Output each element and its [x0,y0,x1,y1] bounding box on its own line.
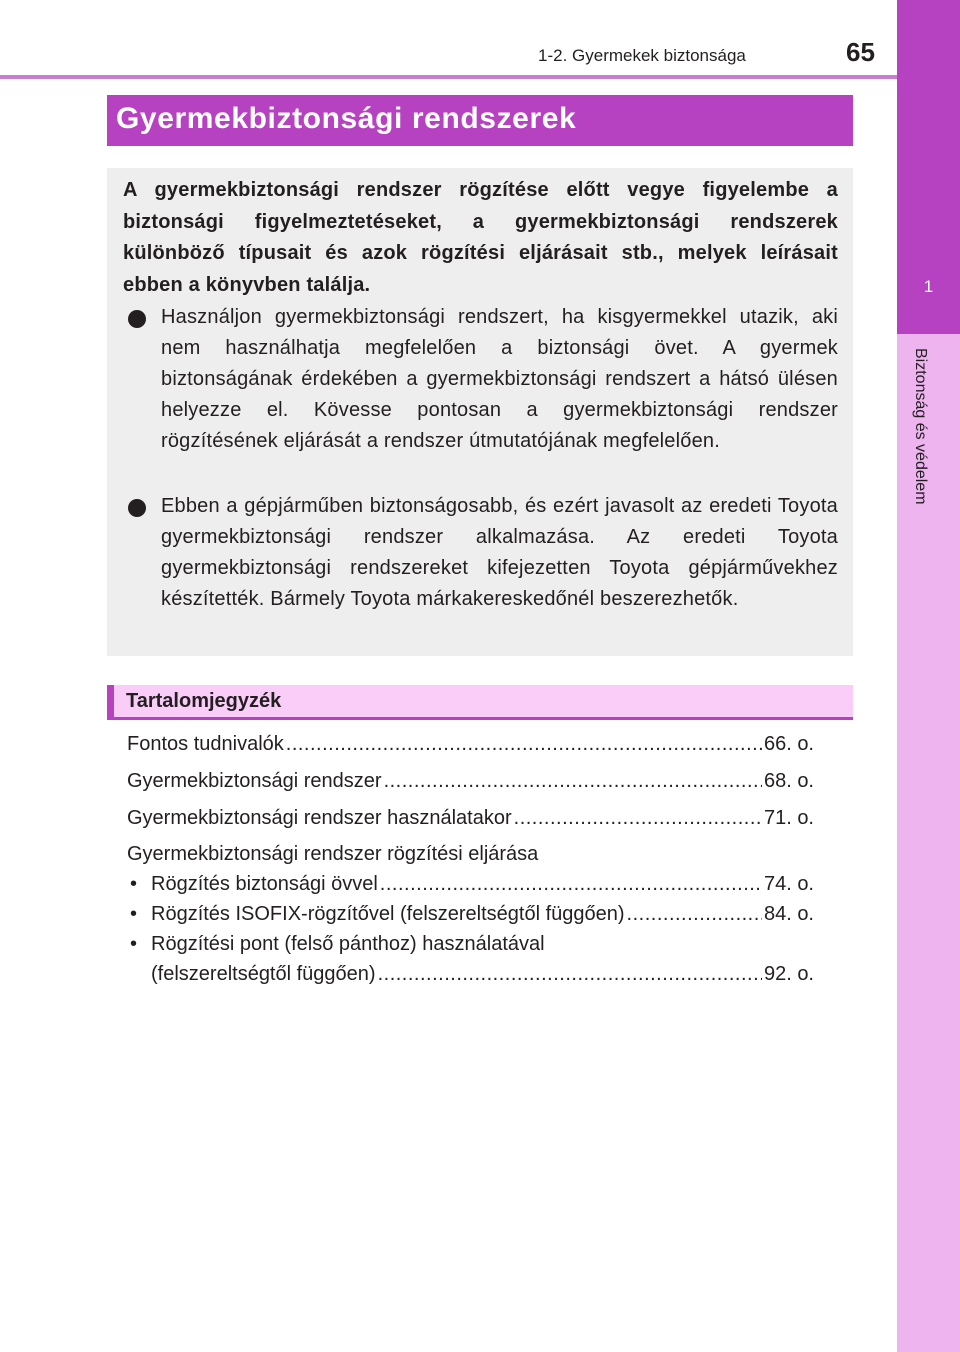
page-number: 65 [846,37,875,67]
toc-entry-label: Gyermekbiztonsági rendszer használatakor [127,807,512,829]
toc-leader-dots [286,733,762,756]
toc-group-label: Gyermekbiztonsági rendszer rögzítési eljárása [127,843,539,865]
toc-entry-label: Fontos tudnivalók [127,733,284,755]
toc-entry-page: 74. o. [763,873,814,895]
intro-bullet [128,491,838,615]
page-title: Gyermekbiztonsági rendszerek [116,102,577,135]
toc-bullet: • [130,933,138,955]
toc-entry-label: Rögzítési pont (felső pánthoz) használatával [151,933,545,955]
toc-sub-entry[interactable] [127,898,814,926]
intro-bullet-text: Használjon gyermekbiztonsági rendszert, ha kisgyermekkel utazik, aki nem használhatja megfelelően a biztonsági övet. A gyermek biztonságának érdekében a gyermekbiztonsági rendszert a hátsó ülésen helyezze el. Kövesse pontosan a gyermekbiztonsági rendszer rögzítésének eljárását a rendszer útmutatójának megfelelően. [161,306,838,452]
toc-heading-bar [107,685,853,720]
toc-entry[interactable] [127,765,814,793]
section-title-bar [107,95,853,146]
chapter-number: 1 [923,277,934,296]
toc-leader-dots [384,770,762,793]
toc-entry-page: 66. o. [763,733,814,755]
toc-sub-entry-continued[interactable] [127,958,814,986]
toc-entry[interactable] [127,728,814,756]
toc-leader-dots [514,807,762,830]
toc-leader-dots [378,963,762,986]
intro-lead-text: A gyermekbiztonsági rendszer rögzítése előtt vegye figyelembe a biztonsági figyelmeztetéseket, a gyermekbiztonsági rendszerek különböző típusait és azok rögzítési eljárásait stb., melyek leírásait ebben a könyvben találja. [123,179,838,296]
toc-entry-page: 84. o. [763,903,814,925]
toc-entry-label: Rögzítés biztonsági övvel [151,873,378,895]
toc-entry-page: 71. o. [763,807,814,829]
header-divider [0,75,897,79]
bullet-dot-icon [128,499,146,517]
toc-entry-page: 68. o. [763,770,814,792]
intro-bullet-text: Ebben a gépjárműben biztonságosabb, és ezért javasolt az eredeti Toyota gyermekbiztonsági rendszer alkalmazása. Az eredeti Toyota gyermekbiztonsági rendszereket kifejezetten Toyota gépjárművekhez készítették. Bármely Toyota márkakereskedőnél beszerezhetők. [161,495,838,610]
toc-leader-dots [627,903,762,926]
toc-entry-label: Gyermekbiztonsági rendszer [127,770,382,792]
toc-heading-accent [107,685,114,720]
intro-box [107,168,853,656]
toc-entry-page: 92. o. [763,963,814,985]
toc-entry-label: (felszereltségtől függően) [151,963,376,985]
toc-entry[interactable] [127,802,814,830]
toc-bullet: • [130,903,138,925]
toc-leader-dots [380,873,762,896]
toc-bullet: • [130,873,138,895]
intro-bullet [128,302,838,457]
header-section-title: 1-2. Gyermekek biztonsága [538,46,746,65]
toc-sub-entry[interactable] [127,868,814,896]
toc-title: Tartalomjegyzék [126,690,282,712]
bullet-dot-icon [128,310,146,328]
toc-entry-label: Rögzítés ISOFIX-rögzítővel (felszereltségtől függően) [151,903,625,925]
toc-sub-entry[interactable] [127,928,814,956]
chapter-label: Biztonság és védelem [912,348,929,505]
